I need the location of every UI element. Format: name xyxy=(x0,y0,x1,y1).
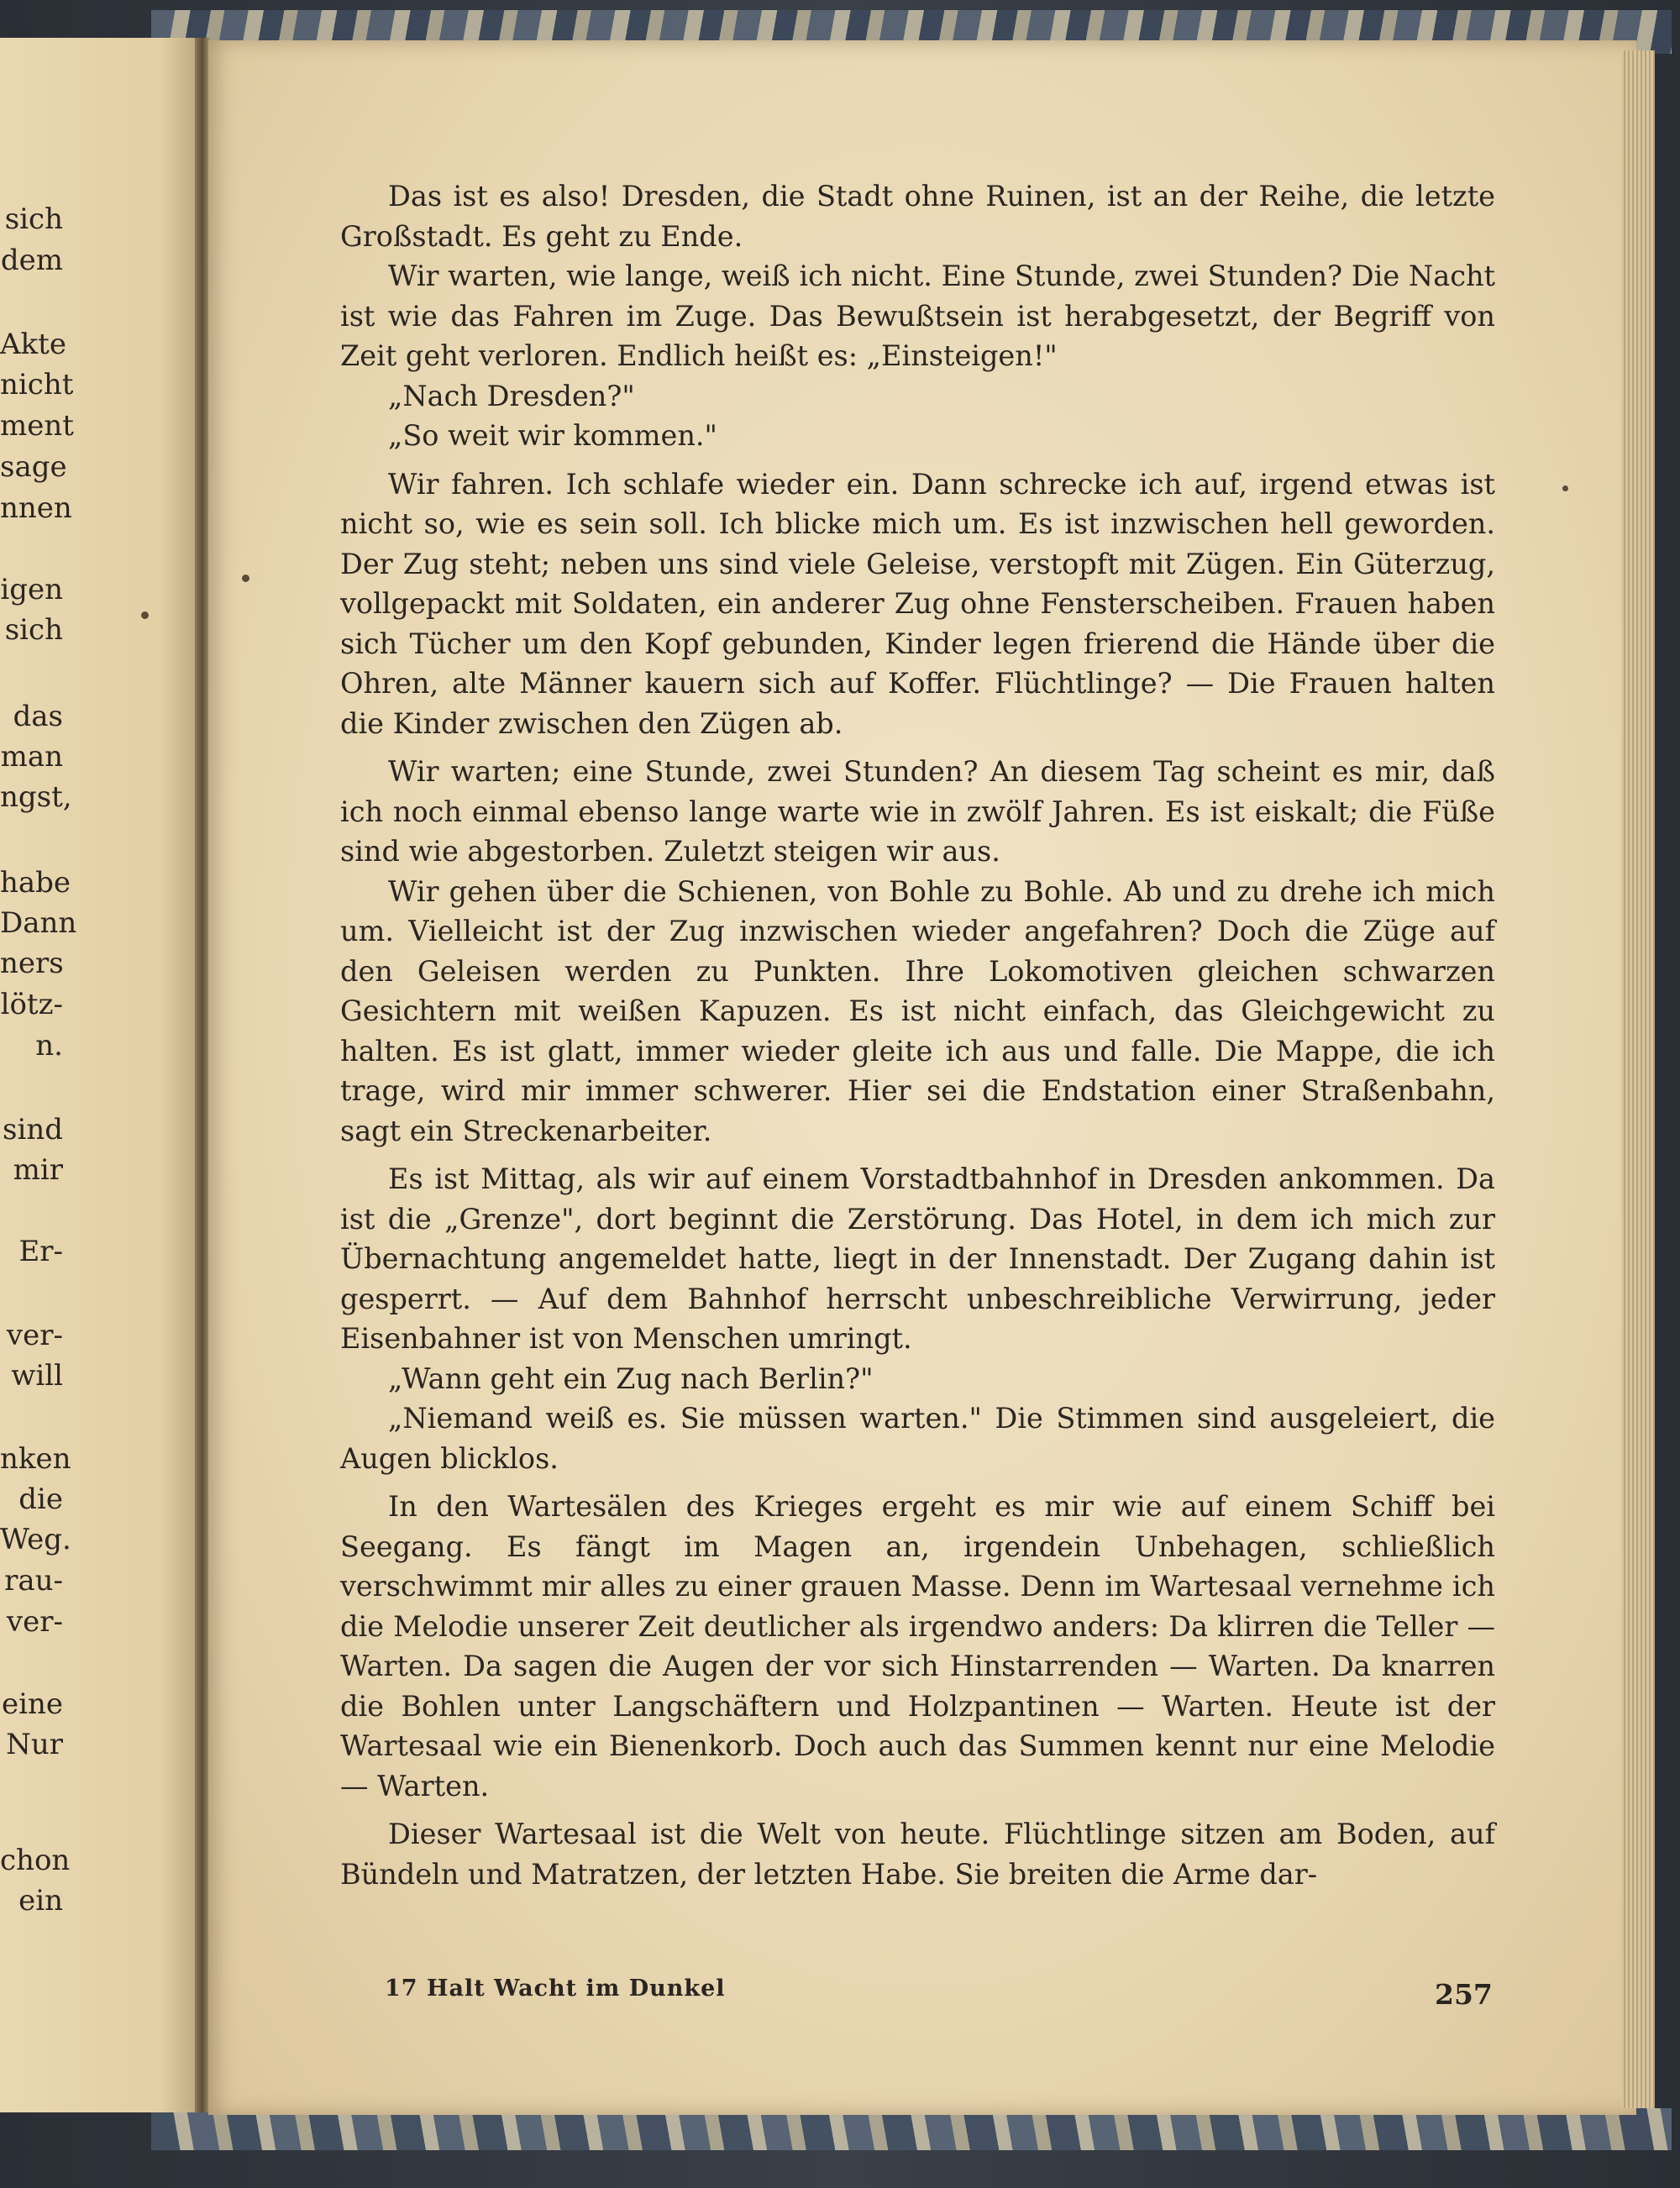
left-page-fragment: eine xyxy=(1,1687,63,1721)
left-page-fragment: Nur xyxy=(6,1728,63,1761)
left-page-fragment: mir xyxy=(13,1153,63,1187)
paragraph: „So weit wir kommen." xyxy=(388,419,717,452)
left-page-fragment: ners xyxy=(0,947,64,980)
left-page-fragment: nicht xyxy=(0,368,74,401)
paragraph: „Nach Dresden?" xyxy=(388,379,635,412)
left-page-fragment: die xyxy=(18,1482,63,1516)
left-page-fragment: igen xyxy=(0,573,63,606)
left-page-fragment: Akte xyxy=(0,328,66,361)
paragraph: Wir fahren. Ich schlafe wieder ein. Dann schrecke ich auf, irgend etwas ist nicht so, wie es sein soll. Ich blicke mich um. Es ist inzwischen hell geworden. Der Zug steht; neben uns sind viele Geleise, verstopft mit Zügen. Ein Güterzug, vollgepackt mit Soldaten, ein anderer Zug ohne Fensterscheiben. Frauen haben sich Tücher um den Kopf gebunden, Kinder legen frierend die Hände über die Ohren, alte Männer kauern sich auf Koffer. Flüchtlinge? — Die Frauen halten die Kinder zwischen den Zügen ab. xyxy=(340,467,1495,740)
paragraph: Dieser Wartesaal ist die Welt von heute. Flüchtlinge sitzen am Boden, auf Bündeln und Matratzen, der letzten Habe. Sie breiten die Arme dar- xyxy=(340,1818,1495,1891)
left-page-fragment: rau- xyxy=(4,1564,63,1598)
paragraph: Es ist Mittag, als wir auf einem Vorstadtbahnhof in Dresden ankommen. Da ist die „Grenze", dort beginnt die Zerstörung. Das Hotel, in dem ich mich zur Übernachtung angemeldet hatte, liegt in der Innenstadt. Der Zugang dahin ist gesperrt. — Auf dem Bahnhof herrscht unbeschreibliche Verwirrung, jeder Eisenbahner ist von Menschen umringt. xyxy=(340,1162,1495,1355)
left-page-fragment: nnen xyxy=(0,491,72,525)
paragraph: Wir warten, wie lange, weiß ich nicht. Eine Stunde, zwei Stunden? Die Nacht ist wie das Fahren im Zuge. Das Bewußtsein ist herabgesetzt, der Begriff von Zeit geht verloren. Endlich heißt es: „Einsteigen!" xyxy=(340,260,1495,372)
paragraph: Das ist es also! Dresden, die Stadt ohne Ruinen, ist an der Reihe, die letzte Großstadt. Es geht zu Ende. xyxy=(340,180,1495,253)
left-page-fragment: sage xyxy=(0,450,67,484)
left-page-fragment: ver- xyxy=(6,1319,63,1352)
paragraph: „Niemand weiß es. Sie müssen warten." Die Stimmen sind ausgeleiert, die Augen blicklos. xyxy=(340,1402,1495,1475)
left-page-fragment: sind xyxy=(3,1113,63,1146)
left-page-fragment: will xyxy=(11,1359,63,1393)
left-page-fragment: lötz- xyxy=(0,988,63,1021)
paragraph: Wir gehen über die Schienen, von Bohle zu Bohle. Ab und zu drehe ich mich um. Vielleicht ist der Zug inzwischen wieder angefahren? Doch die Züge auf den Geleisen werden zu Punkten. Ihre Lokomotiven gleichen schwarzen Gesichtern mit weißen Kapuzen. Es ist nicht einfach, das Gleichgewicht zu halten. Es ist glatt, immer wieder gleite ich aus und falle. Die Mappe, die ich trage, wird mir immer schwerer. Hier sei die Endstation einer Straßenbahn, sagt ein Streckenarbeiter. xyxy=(340,874,1495,1147)
left-page xyxy=(0,38,202,2112)
left-page-fragment: Weg. xyxy=(0,1523,71,1556)
paragraph: Wir warten; eine Stunde, zwei Stunden? An diesem Tag scheint es mir, daß ich noch einmal ebenso lange warte wie in zwölf Jahren. Es ist eiskalt; die Füße sind wie abgestorben. Zuletzt steigen wir aus. xyxy=(340,755,1495,868)
signature-mark: 17 Halt Wacht im Dunkel xyxy=(385,1975,726,2002)
paragraph: In den Wartesälen des Krieges ergeht es mir wie auf einem Schiff bei Seegang. Es fängt im Magen an, irgendein Unbehagen, schließlich verschwimmt mir alles zu einer grauen Masse. Denn im Wartesaal vernehme ich die Melodie unserer Zeit deutlicher als irgendwo anders: Da klirren die Teller — Warten. Da sagen die Augen der vor sich Hinstarrenden — Warten. Da knarren die Bohlen unter Langschäftern und Holzpantinen — Warten. Heute ist der Wartesaal wie ein Bienenkorb. Doch auch das Summen kennt nur eine Melodie — Warten. xyxy=(340,1490,1495,1802)
left-page-fragment: ngst, xyxy=(0,780,72,814)
left-page-fragment: n. xyxy=(35,1029,63,1063)
paper-speck xyxy=(141,611,149,619)
left-page-fragment: Dann xyxy=(0,906,77,940)
left-page-fragment: das xyxy=(13,700,63,733)
left-page-fragment: habe xyxy=(0,866,71,900)
paper-speck xyxy=(1562,485,1568,491)
left-page-fragment: nken xyxy=(0,1442,71,1476)
left-page-fragment: ver- xyxy=(6,1605,63,1639)
page-edge xyxy=(1621,50,1655,2108)
left-page-fragment: sich xyxy=(4,613,63,647)
left-page-fragment: ein xyxy=(18,1884,63,1918)
body-text xyxy=(340,176,1495,1894)
left-page-fragment: ment xyxy=(0,409,74,443)
left-page-fragment: chon xyxy=(0,1844,71,1877)
paper-speck xyxy=(242,575,249,582)
paragraph: „Wann geht ein Zug nach Berlin?" xyxy=(388,1362,874,1395)
left-page-fragment: Er- xyxy=(18,1235,63,1268)
page-number: 257 xyxy=(1435,1978,1493,2011)
left-page-fragment: sich xyxy=(4,202,63,236)
left-page-fragment: dem xyxy=(0,244,63,277)
left-page-fragment: man xyxy=(0,740,63,774)
